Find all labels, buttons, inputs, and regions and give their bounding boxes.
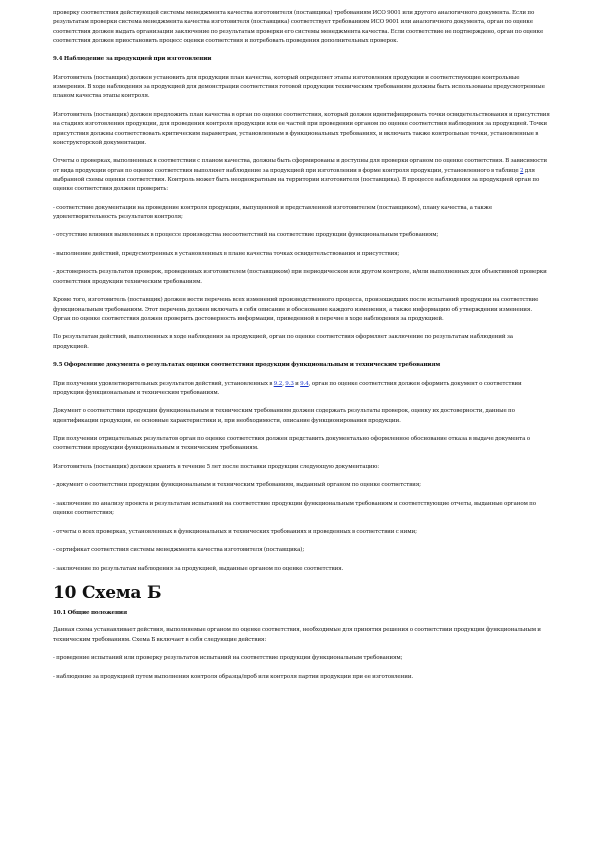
list-item: - выполнение действий, предусмотренных в установленных в плане качества точках освидетельствования и присутствия; — [53, 250, 400, 257]
list-item: - заключение по анализу проекта и результатам испытаний на соответствие продукции функциональным требованиям и соответствующие отчеты, выданные органом по оценке соответствия; — [53, 500, 537, 517]
paragraph: проверку соответствия действующей системы менеджмента качества изготовителя (поставщика) требованиям ИСО 9001 или другого аналогичного документа. Если по результатам проверки система менеджмента качества изготовителя (поставщика) соответствует требованиям ИСО 9001 или аналогичного документа, орган по оценке соответствия должен выдать организации заключение по результатам проверки его системы менеджмента качества. Если соответствие не подтверждено, орган по оценке соответствия должен приостановить процесс оценки соответствия и потребовать проведения дополнительных проверок. — [53, 10, 544, 44]
paragraph: При получении отрицательных результатов орган по оценке соответствия должен представить документально оформленное обоснование отказа в выдаче документа о соответствии продукции функциональным и техническим требованиям. — [53, 436, 530, 452]
table-link[interactable]: 2 — [519, 167, 524, 174]
paragraph: Данная схема устанавливает действия, выполняемые органом по оценке соответствия, необходимые для принятия решения о соответствии продукции функциональным и техническим требованиям. Схема Б включает в себя следующие действия: — [53, 627, 541, 643]
subsection-heading: 9.5 Оформление документа о результатах оценки соответствия продукции функциональным и техническим требованиям — [53, 362, 441, 369]
paragraph: Изготовитель (поставщик) должен предложить план качества в орган по оценке соответствия, который должен идентифицировать точки освидетельствования и присутствия на стадиях изготовления продукции, для проведения контроля продукции или ее частей при проведении органом по оценке соответствия наблюдения за продукцией. Точки присутствия должны соответствовать критическим параметрам, установленным в функциональных требованиях, и включать также контрольные точки, установленные в конструкторской документации. — [53, 111, 550, 146]
list-item: - соответствие документации на проведение контроля продукции, выпущенной и представленной изготовителем (поставщиком), плану качества, а также удовлетворительность результатов контроля; — [53, 204, 493, 220]
subsection-heading: 10.1 Общие положения — [53, 610, 127, 617]
list-item: - отчеты о всех проверках, установленных в функциональных и технических требованиях и проведенных в соответствии с ними; — [53, 528, 417, 535]
list-item: - отсутствие влияния выявленных в процессе производства несоответствий на соответствие продукции функциональным требованиям; — [53, 232, 439, 239]
paragraph: Отчеты о проверках, выполненных в соответствии с планом качества, должны быть сформированы и доступны для проверки органом по оценке соответствия. В зависимости от вида продукции орган по оценке соответствия выполняет наблюдение за продукцией при изготовлении в форме контроля продукции, установленного в таблице 2 для выбранной схемы оценки соответствия. Контроль может быть неоднократным на территории изготовителя (поставщика). В процессе наблюдения за продукцией орган по оценке соответствия должен проверить: — [53, 158, 547, 193]
paragraph: Кроме того, изготовитель (поставщик) должен вести перечень всех изменений производственного процесса, произошедших после испытаний продукции на соответствие функциональным требованиям. Этот перечень должен включать в себя описание и обоснование каждого изменения, а также информацию об утверждении изменения. Орган по оценке соответствия должен проверить достоверность информации, приведенной в перечне в ходе наблюдения за продукцией. — [53, 297, 539, 322]
subsection-heading: 9.4 Наблюдение за продукцией при изготовлении — [53, 56, 212, 63]
section-reference-link[interactable]: 9.2 — [273, 380, 283, 387]
paragraph: При получении удовлетворительных результатов действий, установленных в 9.2, 9.3 и 9.4, орган по оценке соответствия должен оформить документ о соответствии продукции функциональным и техническим требованиям. — [53, 380, 522, 396]
paragraph: По результатам действий, выполненных в ходе наблюдения за продукцией, орган по оценке соответствия оформляет заключение по результатам наблюдений за продукцией. — [53, 334, 513, 350]
section-heading: 10 Схема Б — [53, 583, 162, 604]
list-item: - наблюдение за продукцией путем выполнения контроля образца/проб или контроля партии продукции при ее изготовлении. — [53, 673, 414, 680]
section-reference-link[interactable]: 9.3 — [285, 380, 294, 387]
list-item: - достоверность результатов проверок, проведенных изготовителем (поставщиком) при периодическом или другом контроле, и/или выполненных для объективной проверки соответствия продукции техническим требованиям. — [53, 269, 547, 285]
list-item: - документ о соответствии продукции функциональным и техническим требованиям, выданный органом по оценке соответствия; — [53, 482, 421, 489]
paragraph: Документ о соответствии продукции функциональным и техническим требованиям должен содержать результаты проверок, оценку их достоверности, данные по идентификации продукции, ее основные характеристики и, при необходимости, описание функционирования продукции. — [53, 408, 515, 424]
paragraph: Изготовитель (поставщик) должен установить для продукции план качества, который определяет этапы изготовления продукции и соответствующие контрольные измерения. В ходе наблюдения за продукцией для демонстрации соответствия готовой продукции техническим требованиям должны быть использованы предусмотренные планом качества этапы контроля. — [53, 74, 545, 100]
section-reference-link[interactable]: 9.4 — [300, 380, 309, 387]
list-item: - сертификат соответствия системы менеджмента качества изготовителя (поставщика); — [53, 547, 305, 554]
list-item: - проведение испытаний или проверку результатов испытаний на соответствие продукции функциональным требованиям; — [53, 655, 403, 662]
paragraph: Изготовитель (поставщик) должен хранить в течение 5 лет после поставки продукции следующую документацию: — [53, 463, 380, 470]
list-item: - заключение по результатам наблюдения за продукцией, выданные органом по оценке соответствия. — [53, 565, 344, 572]
